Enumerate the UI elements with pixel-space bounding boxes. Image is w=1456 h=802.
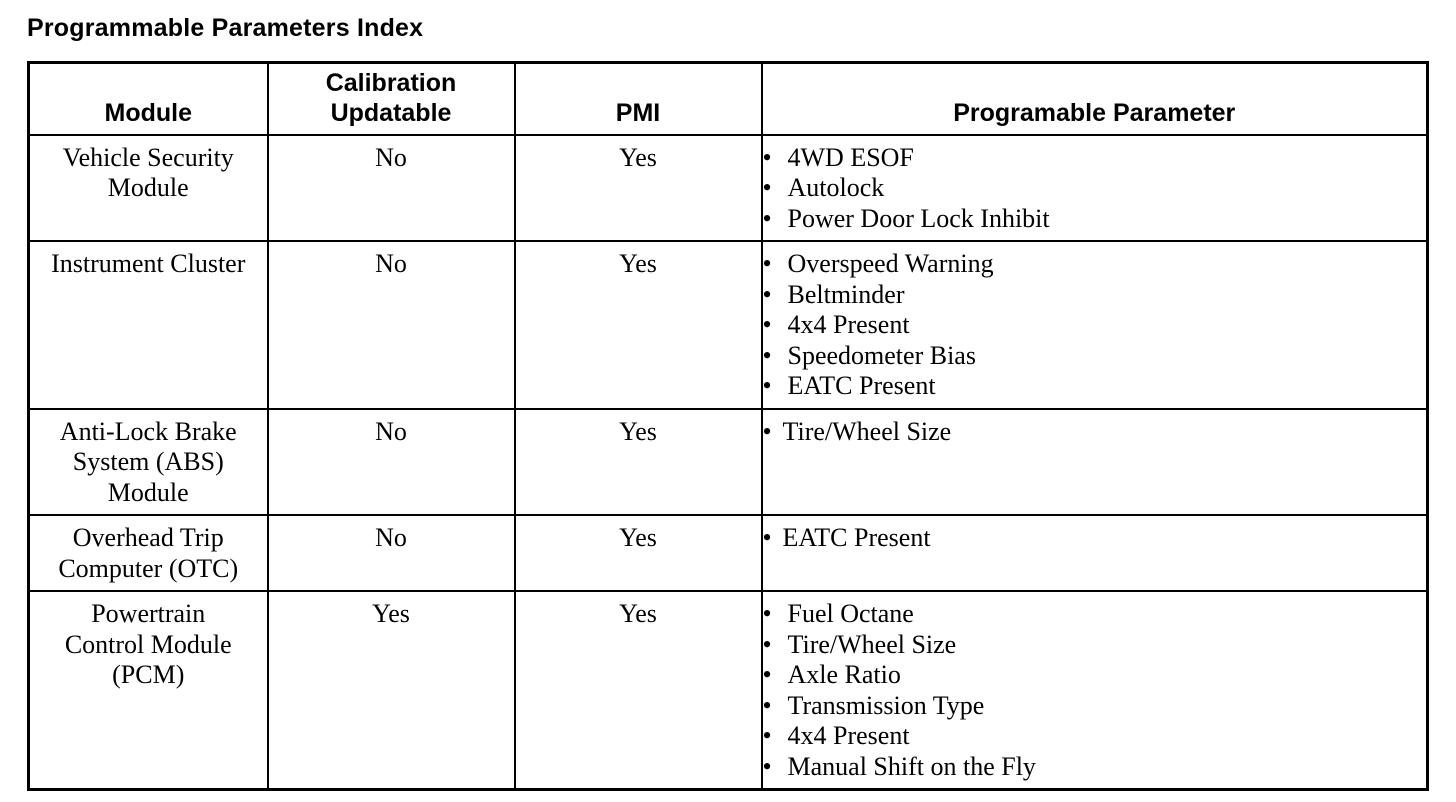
parameters-cell <box>762 591 1428 790</box>
parameter-label: Tire/Wheel Size <box>782 416 952 446</box>
bullet-icon: • <box>762 751 772 781</box>
parameter-label: Overspeed Warning <box>787 249 994 278</box>
calibration-cell: No <box>268 135 515 242</box>
module-cell <box>29 135 268 242</box>
parameter-item <box>763 599 1427 630</box>
bullet-icon: • <box>762 523 772 552</box>
parameter-label: 4WD ESOF <box>787 142 914 172</box>
module-cell <box>29 241 268 409</box>
bullet-icon: • <box>762 249 772 278</box>
parameter-item <box>763 249 1427 280</box>
header-calibration-line1: Calibration <box>325 68 457 97</box>
pmi-cell: Yes <box>515 409 762 516</box>
parameters-cell <box>762 135 1428 242</box>
parameter-item <box>763 660 1427 691</box>
bullet-icon: • <box>762 203 772 233</box>
parameter-label: Tire/Wheel Size <box>787 629 957 659</box>
parameter-label: Beltminder <box>787 279 905 309</box>
calibration-cell: Yes <box>268 591 515 790</box>
table-row <box>29 591 1428 790</box>
parameter-label: Autolock <box>787 173 885 202</box>
header-calibration-line2: Updatable <box>330 98 452 127</box>
parameter-item <box>763 721 1427 752</box>
header-pmi: PMI <box>515 63 762 135</box>
parameter-item <box>763 371 1427 402</box>
parameter-item <box>763 417 1427 448</box>
parameter-item <box>763 630 1427 661</box>
parameter-label: Power Door Lock Inhibit <box>787 203 1050 233</box>
parameter-list <box>763 249 1427 402</box>
parameter-item <box>763 310 1427 341</box>
header-programable-parameter: Programable Parameter <box>762 63 1428 135</box>
bullet-icon: • <box>762 310 772 339</box>
calibration-cell: No <box>268 409 515 516</box>
parameter-list <box>763 417 1427 448</box>
parameter-label: Manual Shift on the Fly <box>787 751 1036 781</box>
table-row <box>29 515 1428 591</box>
parameters-cell <box>762 515 1428 591</box>
pmi-cell: Yes <box>515 241 762 409</box>
calibration-cell: No <box>268 515 515 591</box>
table-row <box>29 135 1428 242</box>
bullet-icon: • <box>762 416 772 446</box>
parameters-cell <box>762 409 1428 516</box>
module-name-line: Instrument Cluster <box>51 249 246 278</box>
header-module: Module <box>29 63 268 135</box>
pmi-cell: Yes <box>515 135 762 242</box>
parameter-label: 4x4 Present <box>787 721 910 750</box>
module-name-line: Overhead Trip <box>72 523 224 552</box>
parameter-label: Axle Ratio <box>787 660 901 689</box>
module-name-line: Control Module <box>64 629 232 659</box>
table-row <box>29 409 1428 516</box>
module-name-line: (PCM) <box>112 660 185 689</box>
bullet-icon: • <box>762 371 772 400</box>
parameter-item <box>763 341 1427 372</box>
module-name-line: Vehicle Security <box>62 142 234 172</box>
parameter-label: Transmission Type <box>787 690 985 720</box>
module-cell <box>29 591 268 790</box>
bullet-icon: • <box>762 721 772 750</box>
module-cell <box>29 515 268 591</box>
module-name-line: Powertrain <box>91 599 206 628</box>
module-cell <box>29 409 268 516</box>
table-row <box>29 241 1428 409</box>
module-name-line: Module <box>107 173 189 202</box>
parameter-item <box>763 143 1427 174</box>
parameter-label: EATC Present <box>787 371 936 400</box>
parameters-table <box>27 61 1429 791</box>
parameter-item <box>763 523 1427 554</box>
page-title: Programmable Parameters Index <box>27 14 424 42</box>
bullet-icon: • <box>762 173 772 202</box>
pmi-cell: Yes <box>515 515 762 591</box>
parameter-list <box>763 143 1427 235</box>
parameter-label: EATC Present <box>782 523 931 552</box>
parameter-label: Speedometer Bias <box>787 340 976 370</box>
module-name-line: Anti-Lock Brake <box>59 416 237 446</box>
bullet-icon: • <box>762 660 772 689</box>
parameter-item <box>763 280 1427 311</box>
bullet-icon: • <box>762 690 772 720</box>
bullet-icon: • <box>762 279 772 309</box>
parameter-list <box>763 523 1427 554</box>
parameter-list <box>763 599 1427 782</box>
header-row <box>29 63 1428 135</box>
parameter-label: Fuel Octane <box>787 599 914 628</box>
bullet-icon: • <box>762 340 772 370</box>
parameter-item <box>763 204 1427 235</box>
parameter-item <box>763 691 1427 722</box>
bullet-icon: • <box>762 629 772 659</box>
bullet-icon: • <box>762 142 772 172</box>
bullet-icon: • <box>762 599 772 628</box>
module-name-line: Module <box>107 477 189 507</box>
parameter-item <box>763 752 1427 783</box>
header-calibration-updatable <box>268 63 515 135</box>
calibration-cell: No <box>268 241 515 409</box>
parameter-item <box>763 173 1427 204</box>
parameter-label: 4x4 Present <box>787 310 910 339</box>
parameters-cell <box>762 241 1428 409</box>
module-name-line: System (ABS) <box>72 447 224 476</box>
module-name-line: Computer (OTC) <box>58 553 239 583</box>
pmi-cell: Yes <box>515 591 762 790</box>
